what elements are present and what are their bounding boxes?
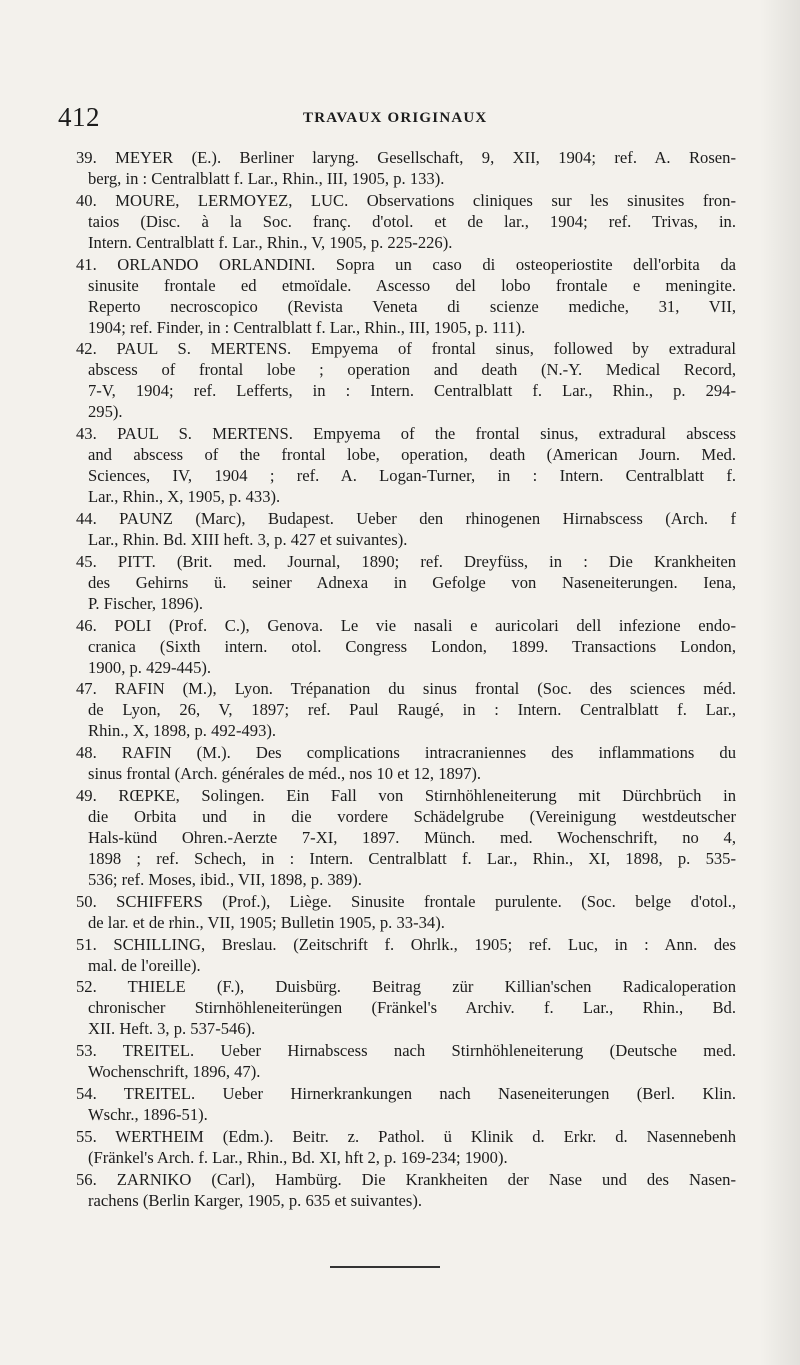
reference-item	[76, 190, 736, 253]
reference-first-line: 54. TREITEL. Ueber Hirnerkrankungen nach Naseneiterungen (Berl. Klin.	[76, 1083, 736, 1103]
reference-line: P. Fischer, 1896).	[88, 593, 204, 613]
reference-item	[76, 551, 736, 614]
reference-item	[76, 338, 736, 422]
reference-line: 7-V, 1904; ref. Lefferts, in : Intern. Centralblatt f. Lar., Rhin., p. 294-	[88, 381, 736, 401]
reference-first-line: 46. POLI (Prof. C.), Genova. Le vie nasali e auricolari dell infezione endo-	[76, 615, 736, 635]
reference-line: XII. Heft. 3, p. 537-546).	[88, 1019, 256, 1039]
reference-line: die Orbita und in die vordere Schädelgrube (Vereinigung westdeutscher	[88, 806, 736, 826]
reference-first-line: 44. PAUNZ (Marc), Budapest. Ueber den rhinogenen Hirnabscess (Arch. f	[76, 508, 736, 528]
reference-first-line: 49. RŒPKE, Solingen. Ein Fall von Stirnhöhleneiterung mit Dürchbrüch in	[76, 785, 736, 805]
reference-line: Rhin., X, 1898, p. 492-493).	[88, 721, 277, 741]
reference-line: 536; ref. Moses, ibid., VII, 1898, p. 389).	[88, 869, 362, 889]
reference-item	[76, 1040, 736, 1082]
reference-line: taios (Disc. à la Soc. franç. d'otol. et de lar., 1904; ref. Trivas, in.	[88, 211, 736, 231]
reference-item	[76, 742, 736, 784]
reference-item	[76, 1083, 736, 1125]
page-number: 412	[58, 102, 100, 132]
reference-item	[76, 934, 736, 976]
reference-first-line: 45. PITT. (Brit. med. Journal, 1890; ref. Dreyfüss, in : Die Krankheiten	[76, 551, 736, 571]
closing-rule	[330, 1266, 440, 1268]
reference-first-line: 39. MEYER (E.). Berliner laryng. Gesellschaft, 9, XII, 1904; ref. A. Rosen-	[76, 148, 736, 167]
reference-item	[76, 678, 736, 741]
page-edge-shadow	[760, 0, 800, 1365]
reference-list	[76, 147, 736, 1211]
reference-item	[76, 1169, 736, 1211]
reference-item	[76, 254, 736, 338]
reference-first-line: 43. PAUL S. MERTENS. Empyema of the frontal sinus, extradural abscess	[76, 424, 736, 444]
reference-line: berg, in : Centralblatt f. Lar., Rhin., III, 1905, p. 133).	[88, 169, 445, 188]
reference-first-line: 56. ZARNIKO (Carl), Hambürg. Die Krankheiten der Nase und des Nasen-	[76, 1169, 736, 1189]
reference-line: Lar., Rhin. Bd. XIII heft. 3, p. 427 et suivantes).	[88, 529, 408, 549]
reference-line: mal. de l'oreille).	[88, 955, 201, 975]
reference-first-line: 52. THIELE (F.), Duisbürg. Beitrag zür Killian'schen Radicaloperation	[76, 977, 736, 997]
reference-line: Lar., Rhin., X, 1905, p. 433).	[88, 487, 281, 507]
reference-line: 295).	[88, 402, 123, 422]
reference-line: Intern. Centralblatt f. Lar., Rhin., V, 1905, p. 225-226).	[88, 232, 453, 252]
reference-first-line: 47. RAFIN (M.), Lyon. Trépanation du sinus frontal (Soc. des sciences méd.	[76, 679, 736, 699]
reference-line: Reperto necroscopico (Revista Veneta di scienze mediche, 31, VII,	[88, 296, 736, 316]
reference-line: Wschr., 1896-51).	[88, 1104, 208, 1124]
reference-line: abscess of frontal lobe ; operation and death (N.-Y. Medical Record,	[88, 360, 736, 380]
reference-line: Hals-künd Ohren.-Aerzte 7-XI, 1897. Münch. med. Wochenschrift, no 4,	[88, 827, 736, 847]
reference-first-line: 42. PAUL S. MERTENS. Empyema of frontal sinus, followed by extradural	[76, 339, 736, 359]
reference-item	[76, 976, 736, 1039]
reference-line: cranica (Sixth intern. otol. Congress London, 1899. Transactions London,	[88, 636, 736, 656]
running-title: TRAVAUX ORIGINAUX	[303, 110, 488, 126]
reference-line: rachens (Berlin Karger, 1905, p. 635 et suivantes).	[88, 1190, 423, 1210]
reference-line: des Gehirns ü. seiner Adnexa in Gefolge von Naseneiterungen. Iena,	[88, 572, 736, 592]
reference-line: Wochenschrift, 1896, 47).	[88, 1062, 261, 1082]
reference-line: (Fränkel's Arch. f. Lar., Rhin., Bd. XI, hft 2, p. 169-234; 1900).	[88, 1147, 508, 1167]
reference-line: 1904; ref. Finder, in : Centralblatt f. Lar., Rhin., III, 1905, p. 111).	[88, 317, 526, 337]
reference-line: Sciences, IV, 1904 ; ref. A. Logan-Turner, in : Intern. Centralblatt f.	[88, 466, 736, 486]
reference-line: 1898 ; ref. Schech, in : Intern. Centralblatt f. Lar., Rhin., XI, 1898, p. 535-	[88, 848, 736, 868]
reference-item	[76, 891, 736, 933]
reference-line: 1900, p. 429-445).	[88, 657, 212, 677]
reference-item	[76, 147, 736, 189]
reference-line: de Lyon, 26, V, 1897; ref. Paul Raugé, in : Intern. Centralblatt f. Lar.,	[88, 700, 736, 720]
reference-first-line: 48. RAFIN (M.). Des complications intracraniennes des inflammations du	[76, 743, 736, 763]
reference-item	[76, 785, 736, 890]
page-header	[58, 100, 738, 140]
reference-first-line: 55. WERTHEIM (Edm.). Beitr. z. Pathol. ü Klinik d. Erkr. d. Nasennebenh	[76, 1126, 736, 1146]
reference-line: and abscess of the frontal lobe, operation, death (American Journ. Med.	[88, 445, 736, 465]
reference-item	[76, 615, 736, 678]
reference-first-line: 41. ORLANDO ORLANDINI. Sopra un caso di osteoperiostite dell'orbita da	[76, 254, 736, 274]
reference-first-line: 50. SCHIFFERS (Prof.), Liège. Sinusite frontale purulente. (Soc. belge d'otol.,	[76, 891, 736, 911]
reference-line: sinus frontal (Arch. générales de méd., nos 10 et 12, 1897).	[88, 764, 482, 784]
reference-first-line: 53. TREITEL. Ueber Hirnabscess nach Stirnhöhleneiterung (Deutsche med.	[76, 1041, 736, 1061]
reference-item	[76, 423, 736, 507]
reference-line: chronischer Stirnhöhleneiterüngen (Fränkel's Archiv. f. Lar., Rhin., Bd.	[88, 998, 736, 1018]
reference-line: sinusite frontale ed etmoïdale. Ascesso del lobo frontale e meningite.	[88, 275, 736, 295]
reference-first-line: 51. SCHILLING, Breslau. (Zeitschrift f. Ohrlk., 1905; ref. Luc, in : Ann. des	[76, 934, 736, 954]
reference-line: de lar. et de rhin., VII, 1905; Bulletin 1905, p. 33-34).	[88, 912, 445, 932]
reference-first-line: 40. MOURE, LERMOYEZ, LUC. Observations cliniques sur les sinusites fron-	[76, 190, 736, 210]
reference-item	[76, 1126, 736, 1168]
reference-item	[76, 508, 736, 550]
